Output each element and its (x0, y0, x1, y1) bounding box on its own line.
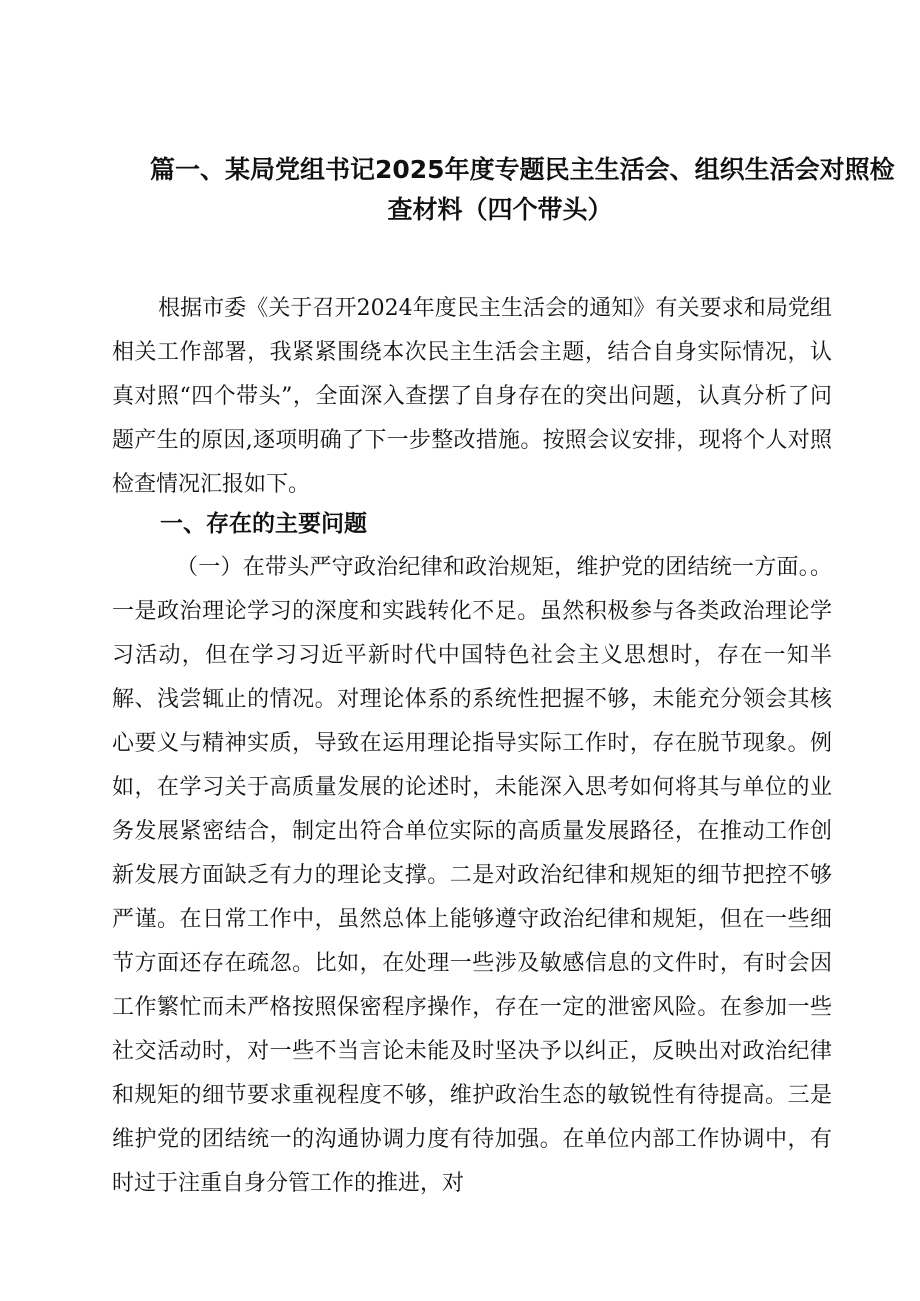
document-title-line-2: 查材料（四个带头） (387, 195, 613, 224)
section-heading-main-problems: 一、存在的主要问题 (160, 511, 367, 537)
intro-paragraph: 根据市委《关于召开2024年度民主生活会的通知》有关要求和局党组相关工作部署，我紧紧围绕本次民主生活会主题，结合自身实际情况，认真对照“四个带头”，全面深入查摆了自身存在的突出问题，认真分析了问题产生的原因,逐项明确了下一步整改措施。按照会议安排，现将个人对照检查情况汇报如下。 (112, 296, 832, 497)
document-title (150, 150, 895, 230)
section-1-paragraph: （一）在带头严守政治纪律和政治规矩，维护党的团结统一方面。。一是政治理论学习的深度和实践转化不足。虽然积极参与各类政治理论学习活动，但在学习习近平新时代中国特色社会主义思想时，存在一知半解、浅尝辄止的情况。对理论体系的系统性把握不够，未能充分领会其核心要义与精神实质，导致在运用理论指导实际工作时，存在脱节现象。例如，在学习关于高质量发展的论述时，未能深入思考如何将其与单位的业务发展紧密结合，制定出符合单位实际的高质量发展路径，在推动工作创新发展方面缺乏有力的理论支撑。二是对政治纪律和规矩的细节把控不够严谨。在日常工作中，虽然总体上能够遵守政治纪律和规矩，但在一些细节方面还存在疏忽。比如，在处理一些涉及敏感信息的文件时，有时会因工作繁忙而未严格按照保密程序操作，存在一定的泄密风险。在参加一些社交活动时，对一些不当言论未能及时坚决予以纠正，反映出对政治纪律和规矩的细节要求重视程度不够，维护政治生态的敏锐性有待提高。三是维护党的团结统一的沟通协调力度有待加强。在单位内部工作协调中，有时过于注重自身分管工作的推进，对 (112, 555, 832, 1196)
document-title-line-1: 篇一、某局党组书记2025年度专题民主生活会、组织生活会对照检 (150, 155, 895, 184)
